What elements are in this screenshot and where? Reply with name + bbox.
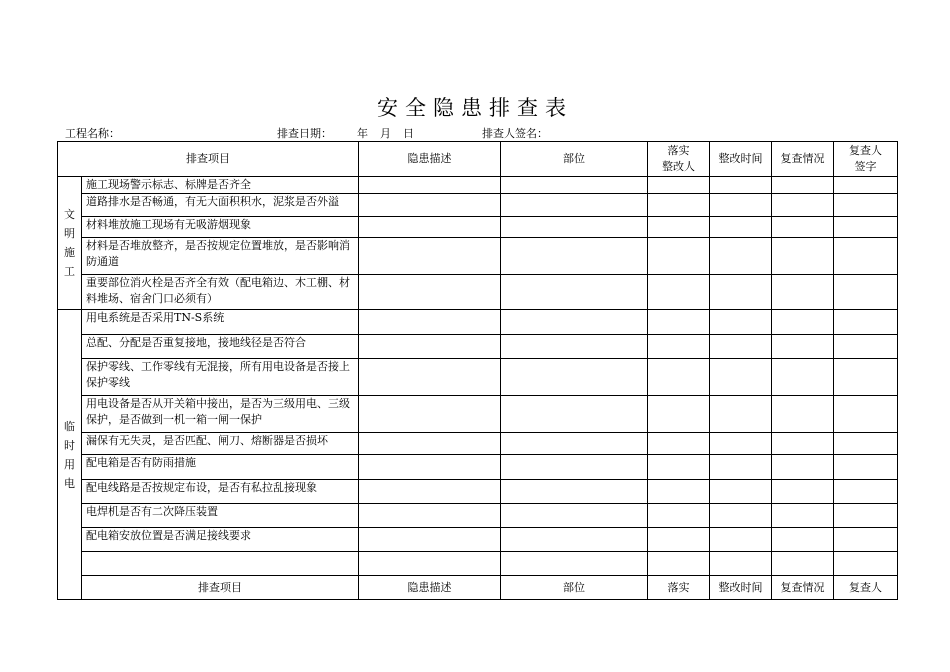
date-month-label: 月 xyxy=(380,127,391,140)
hazard-cell[interactable] xyxy=(359,194,501,217)
footer-rechecker: 复查人 xyxy=(834,576,898,600)
recheck-cell[interactable] xyxy=(772,433,834,455)
implementer-cell[interactable] xyxy=(648,504,710,528)
recheck-cell[interactable] xyxy=(772,238,834,275)
table-row xyxy=(58,504,898,528)
table-row xyxy=(58,455,898,480)
inspection-item: 重要部位消火栓是否齐全有效（配电箱边、木工棚、材料堆场、宿舍门口必须有） xyxy=(82,275,359,310)
date-year-label: 年 xyxy=(357,127,368,140)
rechecker-cell[interactable] xyxy=(834,396,898,433)
category-char: 文 xyxy=(64,208,75,221)
recheck-cell[interactable] xyxy=(772,552,834,576)
footer-location: 部位 xyxy=(501,576,648,600)
header-implementer-line1: 落实 xyxy=(667,144,690,157)
location-cell[interactable] xyxy=(501,217,648,238)
fix-time-cell[interactable] xyxy=(710,528,772,552)
table-row xyxy=(58,480,898,504)
inspection-item: 漏保有无失灵，是否匹配、闸刀、熔断器是否损坏 xyxy=(82,433,359,455)
location-cell[interactable] xyxy=(501,528,648,552)
implementer-cell[interactable] xyxy=(648,396,710,433)
recheck-cell[interactable] xyxy=(772,217,834,238)
inspection-item: 用电系统是否采用TN-S系统 xyxy=(82,310,359,335)
footer-hazard: 隐患描述 xyxy=(359,576,501,600)
header-item: 排查项目 xyxy=(58,142,359,177)
implementer-cell[interactable] xyxy=(648,310,710,335)
fix-time-cell[interactable] xyxy=(710,310,772,335)
footer-recheck: 复查情况 xyxy=(772,576,834,600)
implementer-cell[interactable] xyxy=(648,275,710,310)
footer-row xyxy=(58,576,898,600)
implementer-cell[interactable] xyxy=(648,480,710,504)
location-cell[interactable] xyxy=(501,433,648,455)
hazard-cell[interactable] xyxy=(359,528,501,552)
fix-time-cell[interactable] xyxy=(710,275,772,310)
recheck-cell[interactable] xyxy=(772,396,834,433)
table-row xyxy=(58,194,898,217)
fix-time-cell[interactable] xyxy=(710,238,772,275)
header-fix-time: 整改时间 xyxy=(710,142,772,177)
fix-time-cell[interactable] xyxy=(710,177,772,194)
location-cell[interactable] xyxy=(501,480,648,504)
fix-time-cell[interactable] xyxy=(710,194,772,217)
category-char: 临 xyxy=(64,419,75,433)
hazard-cell[interactable] xyxy=(359,310,501,335)
table-row xyxy=(58,396,898,433)
rechecker-cell[interactable] xyxy=(834,335,898,359)
location-cell[interactable] xyxy=(501,310,648,335)
table-row xyxy=(58,552,898,576)
rechecker-cell[interactable] xyxy=(834,433,898,455)
hazard-cell[interactable] xyxy=(359,504,501,528)
fix-time-cell[interactable] xyxy=(710,433,772,455)
implementer-cell[interactable] xyxy=(648,552,710,576)
inspection-item: 配电箱安放位置是否满足接线要求 xyxy=(82,528,359,552)
category-char: 用 xyxy=(64,457,75,471)
rechecker-cell[interactable] xyxy=(834,528,898,552)
footer-item: 排查项目 xyxy=(82,576,359,600)
rechecker-cell[interactable] xyxy=(834,552,898,576)
recheck-cell[interactable] xyxy=(772,359,834,396)
implementer-cell[interactable] xyxy=(648,335,710,359)
inspection-item: 配电线路是否按规定布设，是否有私拉乱接现象 xyxy=(82,480,359,504)
location-cell[interactable] xyxy=(501,177,648,194)
inspection-item: 材料是否堆放整齐，是否按规定位置堆放，是否影响消防通道 xyxy=(82,238,359,275)
implementer-cell[interactable] xyxy=(648,238,710,275)
page-title: 安全隐患排查表 xyxy=(377,96,573,120)
table-row xyxy=(58,217,898,238)
category-char: 明 xyxy=(64,227,75,240)
inspection-item: 总配、分配是否重复接地，接地线径是否符合 xyxy=(82,335,359,359)
implementer-cell[interactable] xyxy=(648,177,710,194)
fix-time-cell[interactable] xyxy=(710,396,772,433)
implementer-cell[interactable] xyxy=(648,528,710,552)
rechecker-cell[interactable] xyxy=(834,359,898,396)
fix-time-cell[interactable] xyxy=(710,335,772,359)
table-row xyxy=(58,335,898,359)
section-category-1 xyxy=(58,310,82,600)
recheck-cell[interactable] xyxy=(772,177,834,194)
table-body xyxy=(58,142,898,600)
inspection-item: 保护零线、工作零线有无混接，所有用电设备是否接上保护零线 xyxy=(82,359,359,396)
header-row xyxy=(58,142,898,177)
location-cell[interactable] xyxy=(501,552,648,576)
category-char: 施 xyxy=(64,246,75,259)
header-recheck: 复查情况 xyxy=(772,142,834,177)
location-cell[interactable] xyxy=(501,194,648,217)
rechecker-cell[interactable] xyxy=(834,275,898,310)
fix-time-cell[interactable] xyxy=(710,480,772,504)
fix-time-cell[interactable] xyxy=(710,217,772,238)
recheck-cell[interactable] xyxy=(772,275,834,310)
rechecker-cell[interactable] xyxy=(834,217,898,238)
implementer-cell[interactable] xyxy=(648,433,710,455)
header-rechecker-line1: 复查人 xyxy=(849,144,882,157)
implementer-cell[interactable] xyxy=(648,359,710,396)
table-row xyxy=(58,275,898,310)
header-rechecker xyxy=(834,142,898,177)
hazard-cell[interactable] xyxy=(359,480,501,504)
inspection-date-label: 排查日期： xyxy=(277,127,332,140)
footer-fix-time: 整改时间 xyxy=(710,576,772,600)
hazard-cell[interactable] xyxy=(359,396,501,433)
header-location: 部位 xyxy=(501,142,648,177)
hazard-cell[interactable] xyxy=(359,335,501,359)
location-cell[interactable] xyxy=(501,396,648,433)
recheck-cell[interactable] xyxy=(772,504,834,528)
table-row xyxy=(58,310,898,335)
section-category-0 xyxy=(58,177,82,310)
recheck-cell[interactable] xyxy=(772,455,834,480)
header-implementer-line2: 整改人 xyxy=(662,160,695,173)
location-cell[interactable] xyxy=(501,455,648,480)
inspection-item: 电焊机是否有二次降压装置 xyxy=(82,504,359,528)
location-cell[interactable] xyxy=(501,359,648,396)
table-row xyxy=(58,177,898,194)
hazard-cell[interactable] xyxy=(359,359,501,396)
implementer-cell[interactable] xyxy=(648,217,710,238)
table-row xyxy=(58,359,898,396)
location-cell[interactable] xyxy=(501,504,648,528)
inspection-item: 材料堆放施工现场有无吸游烟现象 xyxy=(82,217,359,238)
inspector-signature-label: 排查人签名： xyxy=(482,127,548,140)
recheck-cell[interactable] xyxy=(772,480,834,504)
footer-implementer: 落实 xyxy=(648,576,710,600)
hazard-cell[interactable] xyxy=(359,433,501,455)
header-hazard: 隐患描述 xyxy=(359,142,501,177)
implementer-cell[interactable] xyxy=(648,455,710,480)
category-char: 电 xyxy=(64,476,75,490)
table-row xyxy=(58,238,898,275)
fix-time-cell[interactable] xyxy=(710,504,772,528)
rechecker-cell[interactable] xyxy=(834,238,898,275)
category-char: 时 xyxy=(64,438,75,452)
hazard-cell[interactable] xyxy=(359,552,501,576)
inspection-item: 施工现场警示标志、标牌是否齐全 xyxy=(82,177,359,194)
date-day-label: 日 xyxy=(403,127,414,140)
rechecker-cell[interactable] xyxy=(834,480,898,504)
fix-time-cell[interactable] xyxy=(710,455,772,480)
inspection-item: 道路排水是否畅通，有无大面积积水，泥浆是否外溢 xyxy=(82,194,359,217)
inspection-item: 用电设备是否从开关箱中接出，是否为三级用电、三级保护，是否做到一机一箱一闸一保护 xyxy=(82,396,359,433)
location-cell[interactable] xyxy=(501,275,648,310)
hazard-cell[interactable] xyxy=(359,177,501,194)
recheck-cell[interactable] xyxy=(772,310,834,335)
header-rechecker-line2: 签字 xyxy=(854,160,877,173)
recheck-cell[interactable] xyxy=(772,528,834,552)
inspection-item xyxy=(82,552,359,576)
rechecker-cell[interactable] xyxy=(834,194,898,217)
category-char: 工 xyxy=(64,265,75,278)
location-cell[interactable] xyxy=(501,335,648,359)
recheck-cell[interactable] xyxy=(772,194,834,217)
header-implementer xyxy=(648,142,710,177)
table-row xyxy=(58,433,898,455)
fix-time-cell[interactable] xyxy=(710,359,772,396)
recheck-cell[interactable] xyxy=(772,335,834,359)
implementer-cell[interactable] xyxy=(648,194,710,217)
rechecker-cell[interactable] xyxy=(834,455,898,480)
hazard-cell[interactable] xyxy=(359,455,501,480)
location-cell[interactable] xyxy=(501,238,648,275)
rechecker-cell[interactable] xyxy=(834,177,898,194)
hazard-cell[interactable] xyxy=(359,275,501,310)
fix-time-cell[interactable] xyxy=(710,552,772,576)
hazard-cell[interactable] xyxy=(359,217,501,238)
inspection-table xyxy=(57,141,898,600)
hazard-cell[interactable] xyxy=(359,238,501,275)
table-row xyxy=(58,528,898,552)
inspection-item: 配电箱是否有防雨措施 xyxy=(82,455,359,480)
rechecker-cell[interactable] xyxy=(834,310,898,335)
project-name-label: 工程名称： xyxy=(65,127,120,140)
rechecker-cell[interactable] xyxy=(834,504,898,528)
